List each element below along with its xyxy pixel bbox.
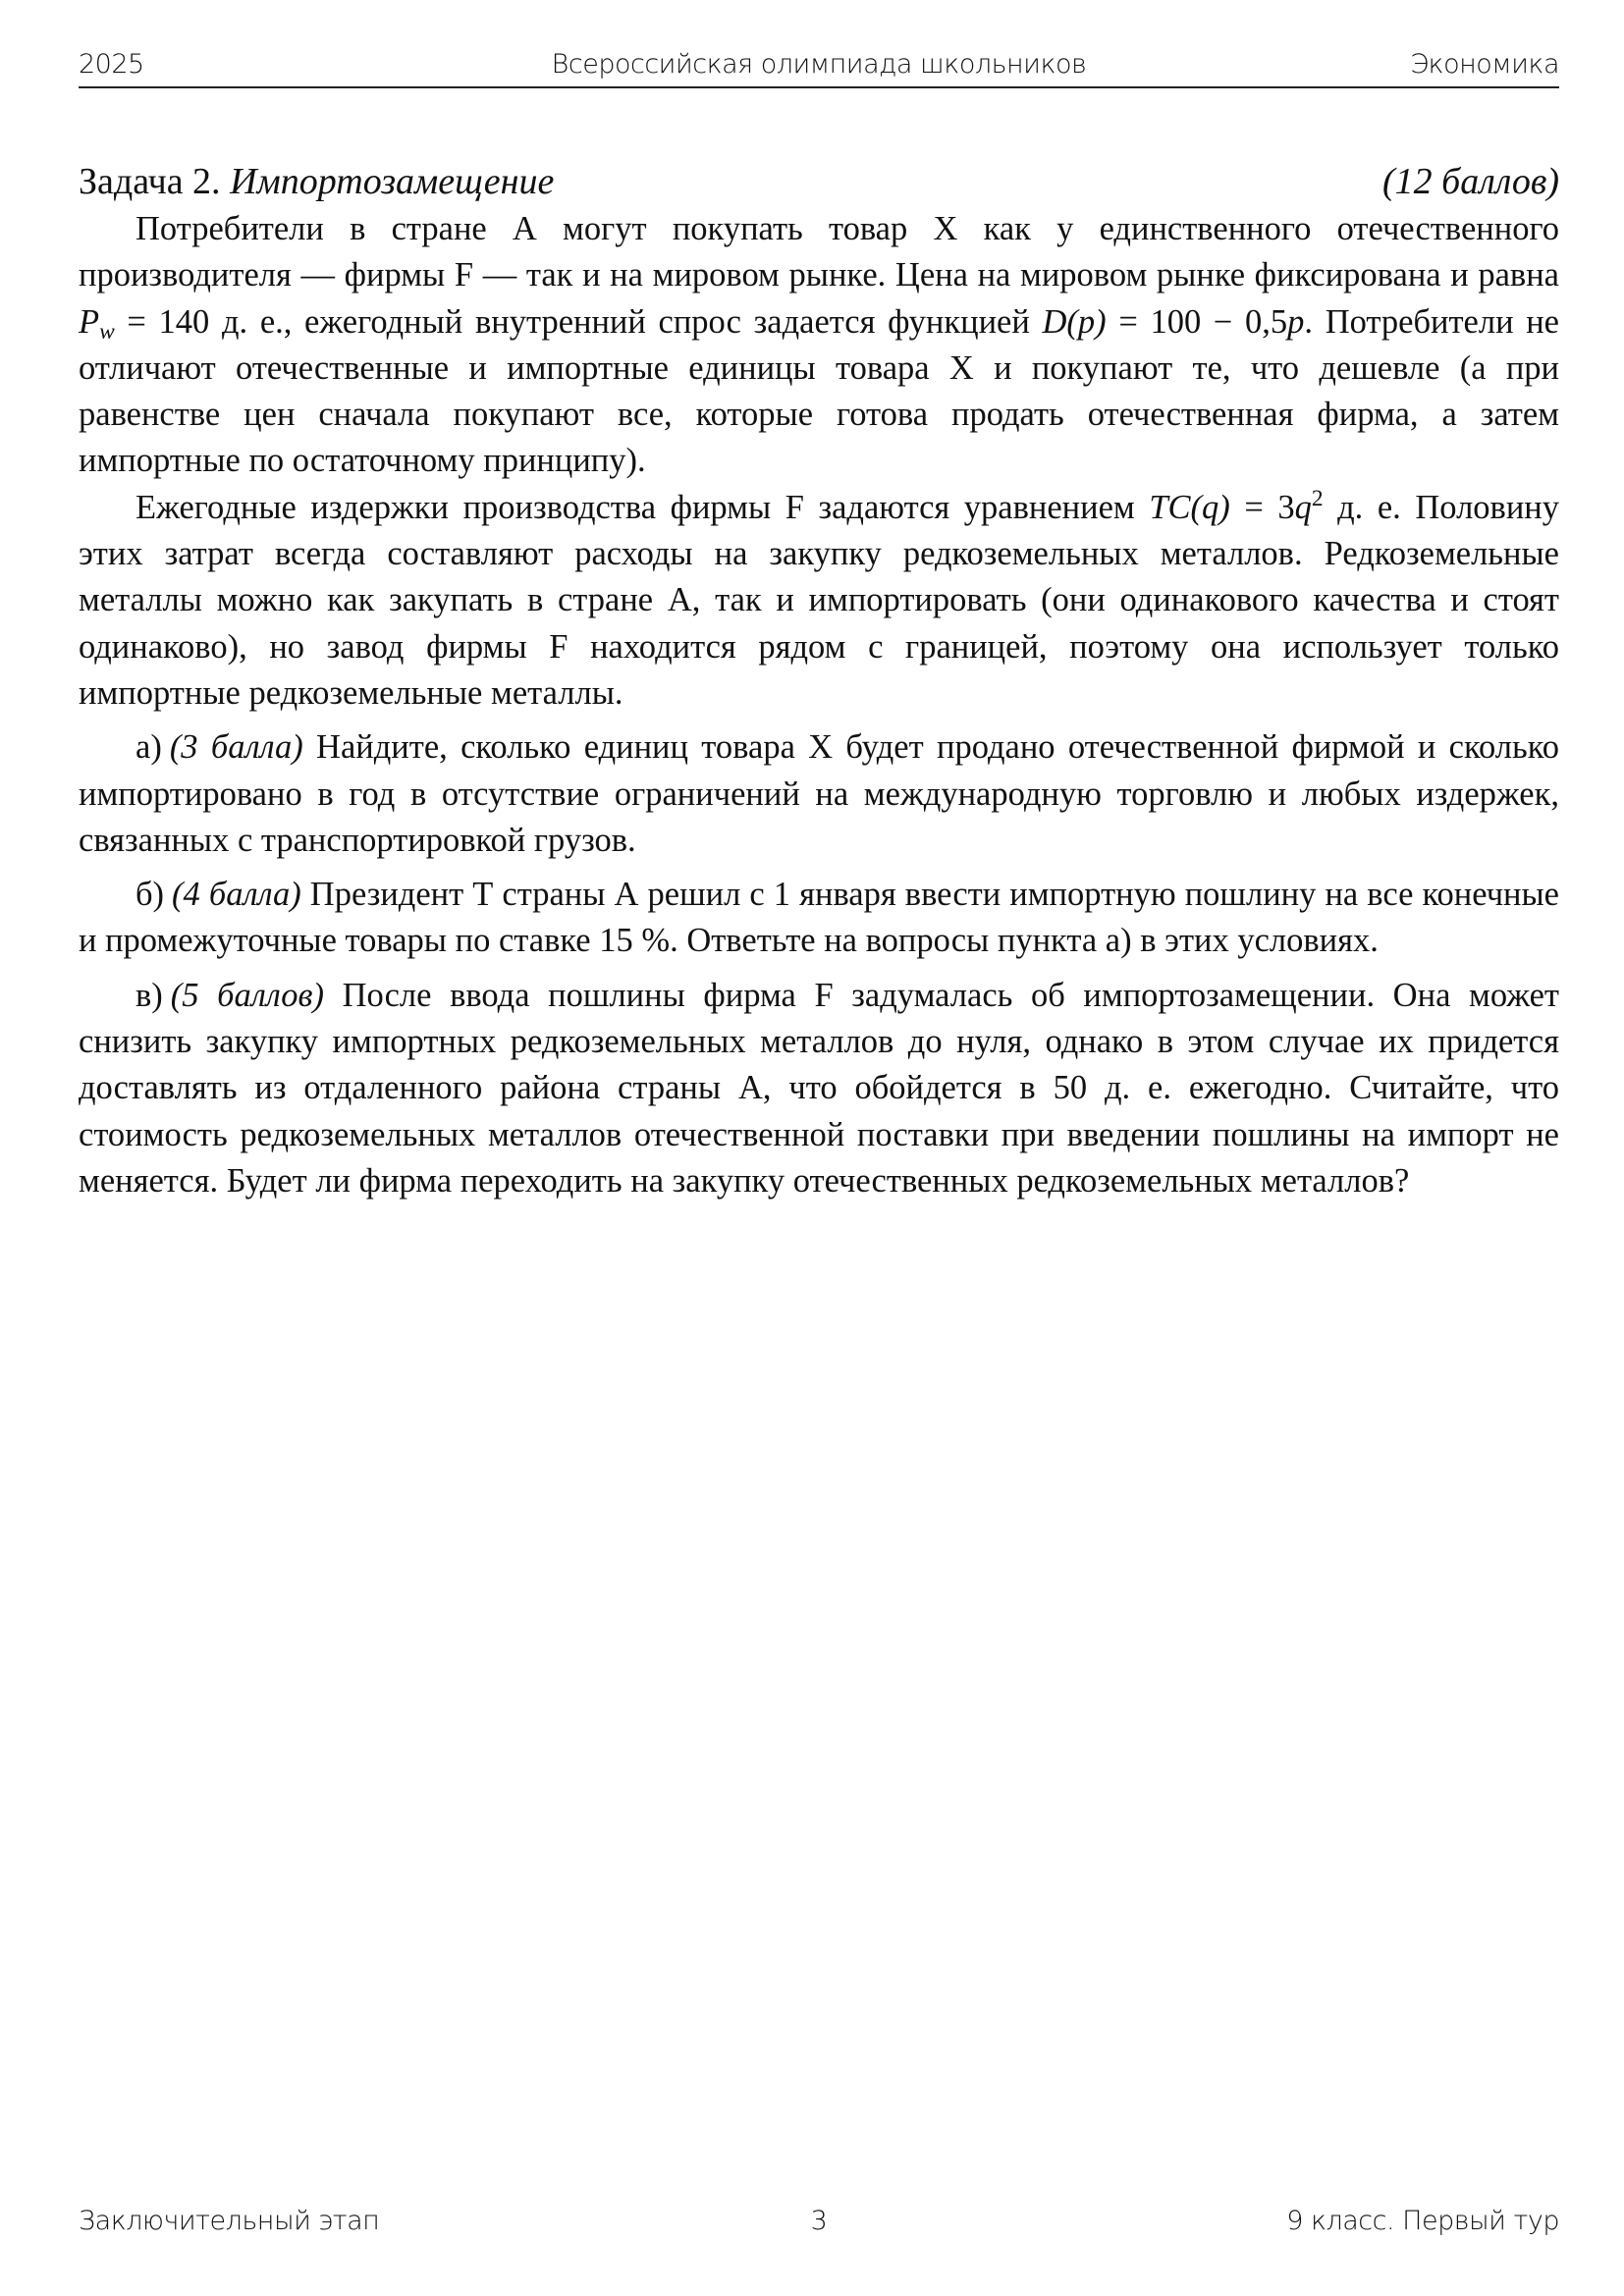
intro-text: Ежегодные издержки производства фирмы F задаются уравнением	[135, 488, 1150, 526]
subquestion-text: После ввода пошлины фирма F задумалась об импортозамещении. Она может снизить закупку импортных редкоземельных металлов до нуля, однако в этом случае их придется доставлять из отдаленного района страны А, что обойдется в 50 д. е. ежегодно. Считайте, что стоимость редкоземельных металлов отечественной поставки при введении пошлины на импорт не меняется. Будет ли фирма переходить на закупку отечественных редкоземельных металлов?	[79, 976, 1559, 1200]
subquestion-reference: а)	[1105, 922, 1132, 960]
subquestion-points: (3 балла)	[169, 728, 303, 767]
demand-variable: p	[1287, 302, 1305, 341]
header-year: 2025	[79, 49, 144, 80]
subquestion-label: в)	[135, 976, 163, 1014]
cost-exponent: 2	[1311, 485, 1324, 511]
demand-equation: = 100 − 0,5	[1106, 302, 1288, 341]
page-number: 3	[810, 2206, 828, 2236]
intro-text: д. е. Половину этих затрат всегда составляют расходы на закупку редкоземельных металлов. Редкоземельные металлы можно как закупать в стране А, так и импортировать (они одинакового качества и стоят одинаково), но завод фирмы F находится рядом с границей, поэтому она использует только импортные редкоземельные металлы.	[79, 488, 1560, 712]
problem-content	[79, 157, 1559, 1204]
subquestion-points: (4 балла)	[172, 876, 301, 914]
demand-function: D(p)	[1042, 302, 1107, 341]
footer-grade-round: 9 класс. Первый тур	[1286, 2206, 1559, 2236]
subquestion-text: Президент Т страны А решил с 1 января ввести импортную пошлину на все конечные и промежуточные товары по ставке 15 %. Ответьте на вопросы пункта	[79, 876, 1559, 960]
page-footer	[79, 2206, 1559, 2245]
world-price-value: = 140 д. е., ежегодный внутренний спрос задается функцией	[114, 302, 1043, 341]
subquestion-c	[79, 973, 1559, 1204]
intro-text: Потребители в стране А могут покупать товар X как у единственного отечественного производителя — фирмы F — так и на мировом рынке. Цена на мировом рынке фиксирована и равна	[79, 210, 1559, 294]
world-price-symbol	[79, 302, 115, 345]
footer-stage: Заключительный этап	[79, 2206, 380, 2236]
problem-points: (12 баллов)	[1381, 161, 1559, 202]
subquestion-b	[79, 872, 1559, 965]
cost-function: TC(q)	[1149, 488, 1230, 526]
subquestion-a	[79, 724, 1559, 864]
subquestion-label: б)	[135, 876, 165, 914]
subquestion-points: (5 баллов)	[170, 976, 324, 1014]
pw-symbol: P	[79, 302, 100, 341]
problem-title	[79, 157, 1559, 206]
intro-paragraph-1	[79, 206, 1559, 485]
subquestion-text: в этих условиях.	[1131, 922, 1379, 960]
cost-variable: q	[1294, 488, 1312, 526]
pw-subscript: w	[99, 318, 115, 345]
problem-name: Импортозамещение	[230, 161, 555, 202]
problem-heading	[79, 157, 554, 206]
intro-text: . Потребители не отличают отечественные и импортные единицы товара X и покупают те, что дешевле (а при равенстве цен сначала покупают все, которые готова продать отечественная фирма, а затем импортные по остаточному принципу).	[79, 302, 1559, 480]
intro-paragraph-2	[79, 485, 1559, 717]
subquestion-text: Найдите, сколько единиц товара X будет продано отечественной фирмой и сколько импортировано в год в отсутствие ограничений на международную торговлю и любых издержек, связанных с транспортировкой грузов.	[79, 728, 1559, 859]
page-header	[79, 47, 1559, 88]
header-subject: Экономика	[1410, 49, 1559, 80]
subquestion-label: а)	[135, 728, 162, 767]
problem-number: Задача 2.	[79, 161, 221, 202]
cost-equation: = 3	[1229, 488, 1295, 526]
header-olympiad: Всероссийская олимпиада школьников	[551, 49, 1087, 80]
